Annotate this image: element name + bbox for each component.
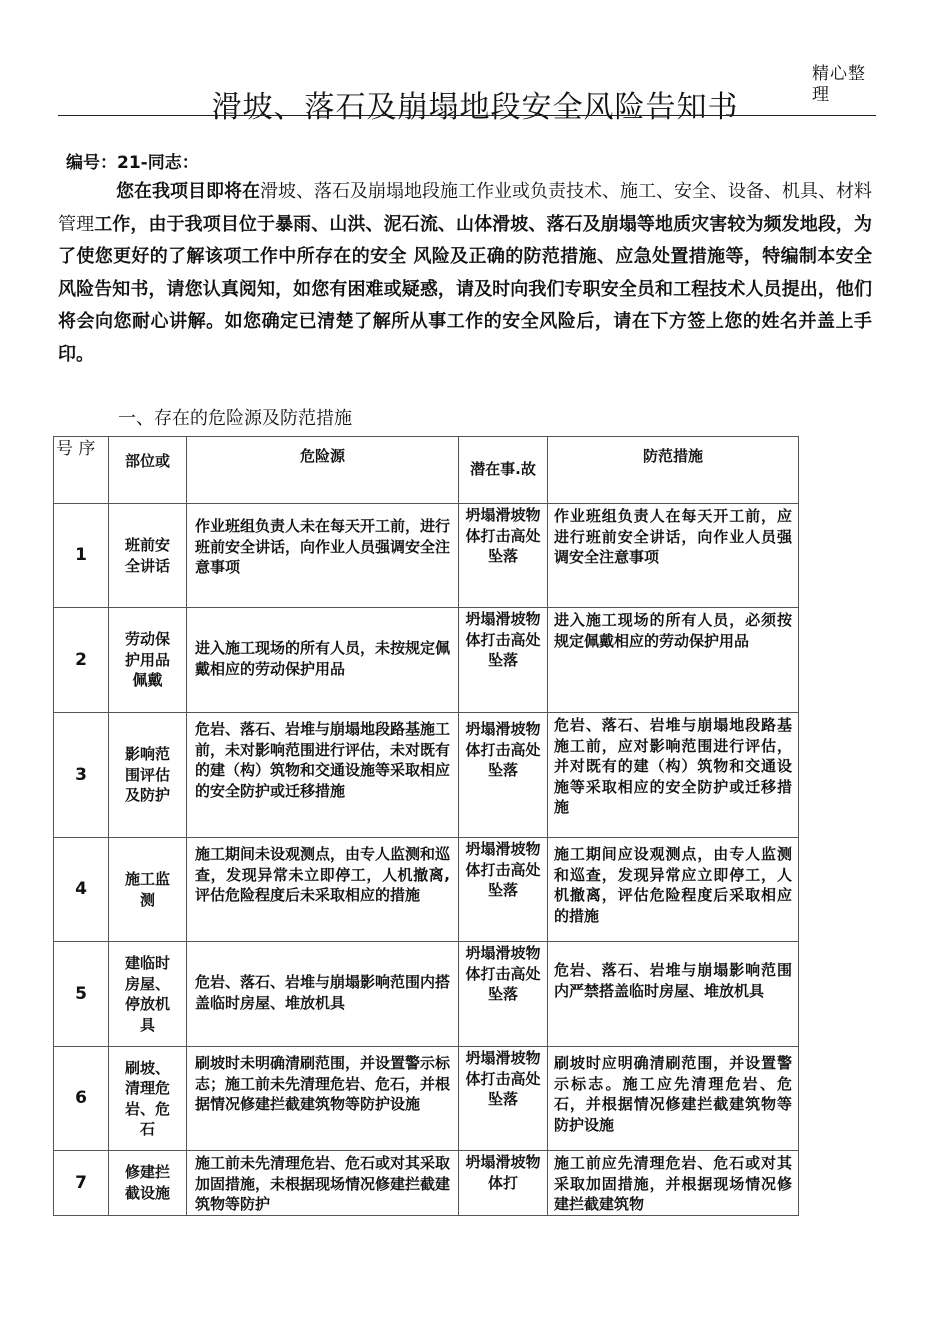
row-hazard: 危岩、落石、岩堆与崩塌地段路基施工前，未对影响范围进行评估，未对既有的建（构）筑物和交通设施等采取相应的安全防护或迁移措施 [187, 713, 459, 838]
header-part: 部位或 [109, 437, 187, 504]
row-accident: 坍塌滑坡物体打击高处坠落 [459, 608, 548, 713]
table-row [54, 713, 799, 838]
row-hazard: 刷坡时未明确清刷范围，并设置警示标志；施工前未先清理危岩、危石，并根据情况修建拦截建筑物等防护设施 [187, 1047, 459, 1151]
table-row [54, 1151, 799, 1216]
row-hazard: 进入施工现场的所有人员，未按规定佩戴相应的劳动保护用品 [187, 608, 459, 713]
serial-number: 编号：21-同志： [66, 153, 199, 173]
row-measures: 危岩、落石、岩堆与崩塌影响范围内严禁搭盖临时房屋、堆放机具 [548, 942, 799, 1047]
row-part: 修建拦截设施 [109, 1151, 187, 1216]
table-header-row [54, 437, 799, 504]
table-row [54, 942, 799, 1047]
table-row [54, 838, 799, 942]
row-num: 5 [54, 942, 109, 1047]
row-num: 3 [54, 713, 109, 838]
intro-part-1: 您在我项目即将在 [116, 181, 260, 202]
row-measures: 进入施工现场的所有人员，必须按规定佩戴相应的劳动保护用品 [548, 608, 799, 713]
row-num: 2 [54, 608, 109, 713]
header-num: 号 序 [54, 437, 109, 504]
row-accident: 坍塌滑坡物体打击高处坠落 [459, 504, 548, 608]
row-accident: 坍塌滑坡物体打击高处坠落 [459, 713, 548, 838]
row-hazard: 作业班组负责人未在每天开工前，进行班前安全讲话，向作业人员强调安全注意事项 [187, 504, 459, 608]
row-hazard: 施工期间未设观测点，由专人监测和巡查，发现异常未立即停工，人机撤离,评估危险程度后未采取相应的措施 [187, 838, 459, 942]
row-hazard: 施工前未先清理危岩、危石或对其采取加固措施，未根据现场情况修建拦截建筑物等防护 [187, 1151, 459, 1216]
row-measures: 危岩、落石、岩堆与崩塌地段路基施工前，应对影响范围进行评估，并对既有的建（构）筑物和交通设施等采取相应的安全防护或迁移措施 [548, 713, 799, 838]
row-measures: 施工期间应设观测点，由专人监测和巡查，发现异常应立即停工，人机撤离，评估危险程度后采取相应的措施 [548, 838, 799, 942]
table-row [54, 608, 799, 713]
row-accident: 坍塌滑坡物体打击高处坠落 [459, 1047, 548, 1151]
intro-paragraph [58, 176, 872, 371]
row-part: 劳动保护用品佩戴 [109, 608, 187, 713]
row-num: 4 [54, 838, 109, 942]
row-part: 建临时房屋、停放机具 [109, 942, 187, 1047]
row-num: 7 [54, 1151, 109, 1216]
header-measures: 防范措施 [548, 437, 799, 504]
header-note: 精心整理 [812, 64, 866, 105]
row-accident: 坍塌滑坡物体打击高处坠落 [459, 838, 548, 942]
row-measures: 刷坡时应明确清刷范围，并设置警示标志。施工应先清理危岩、危石，并根据情况修建拦截建筑物等防护设施 [548, 1047, 799, 1151]
row-num: 1 [54, 504, 109, 608]
row-part: 影响范围评估及防护 [109, 713, 187, 838]
intro-part-3: 工作，由于我项目位于暴雨、山洪、泥石流、山体滑坡、落石及崩塌等地质灾害较为频发地段，为了使您更好的了解该项工作中所存在的安全 风险及正确的防范措施、应急处置措施等，特编制本安全风险告知书，请您认真阅知，如您有困难或疑惑，请及时向我们专职安全员和工程技术人员提出，他们将会向您耐心讲解。如您确定已清楚了解所从事工作的安全风险后，请在下方签上您的姓名并盖上手印。 [58, 213, 873, 365]
table-row [54, 1047, 799, 1151]
row-accident: 坍塌滑坡物体打 [459, 1151, 548, 1216]
row-hazard: 危岩、落石、岩堆与崩塌影响范围内搭盖临时房屋、堆放机具 [187, 942, 459, 1047]
header-hazard: 危险源 [187, 437, 459, 504]
row-measures: 作业班组负责人在每天开工前，应进行班前安全讲话，向作业人员强调安全注意事项 [548, 504, 799, 608]
row-measures: 施工前应先清理危岩、危石或对其采取加固措施，并根据现场情况修建拦截建筑物 [548, 1151, 799, 1216]
row-accident: 坍塌滑坡物体打击高处坠落 [459, 942, 548, 1047]
document-title: 滑坡、落石及崩塌地段安全风险告知书 [211, 90, 739, 125]
row-part: 刷坡、清理危岩、危石 [109, 1047, 187, 1151]
table-row [54, 504, 799, 608]
title-divider [58, 115, 876, 116]
row-part: 施工监测 [109, 838, 187, 942]
header-accident: 潜在事.故 [459, 437, 548, 504]
risk-table [53, 436, 799, 1216]
row-part: 班前安全讲话 [109, 504, 187, 608]
row-num: 6 [54, 1047, 109, 1151]
intro-part-2: 滑坡、落石及崩塌地段施工作业或负责技术、施工、安全、设备、机具、材料管理 [58, 181, 872, 235]
section-title: 一、存在的危险源及防范措施 [118, 408, 352, 429]
